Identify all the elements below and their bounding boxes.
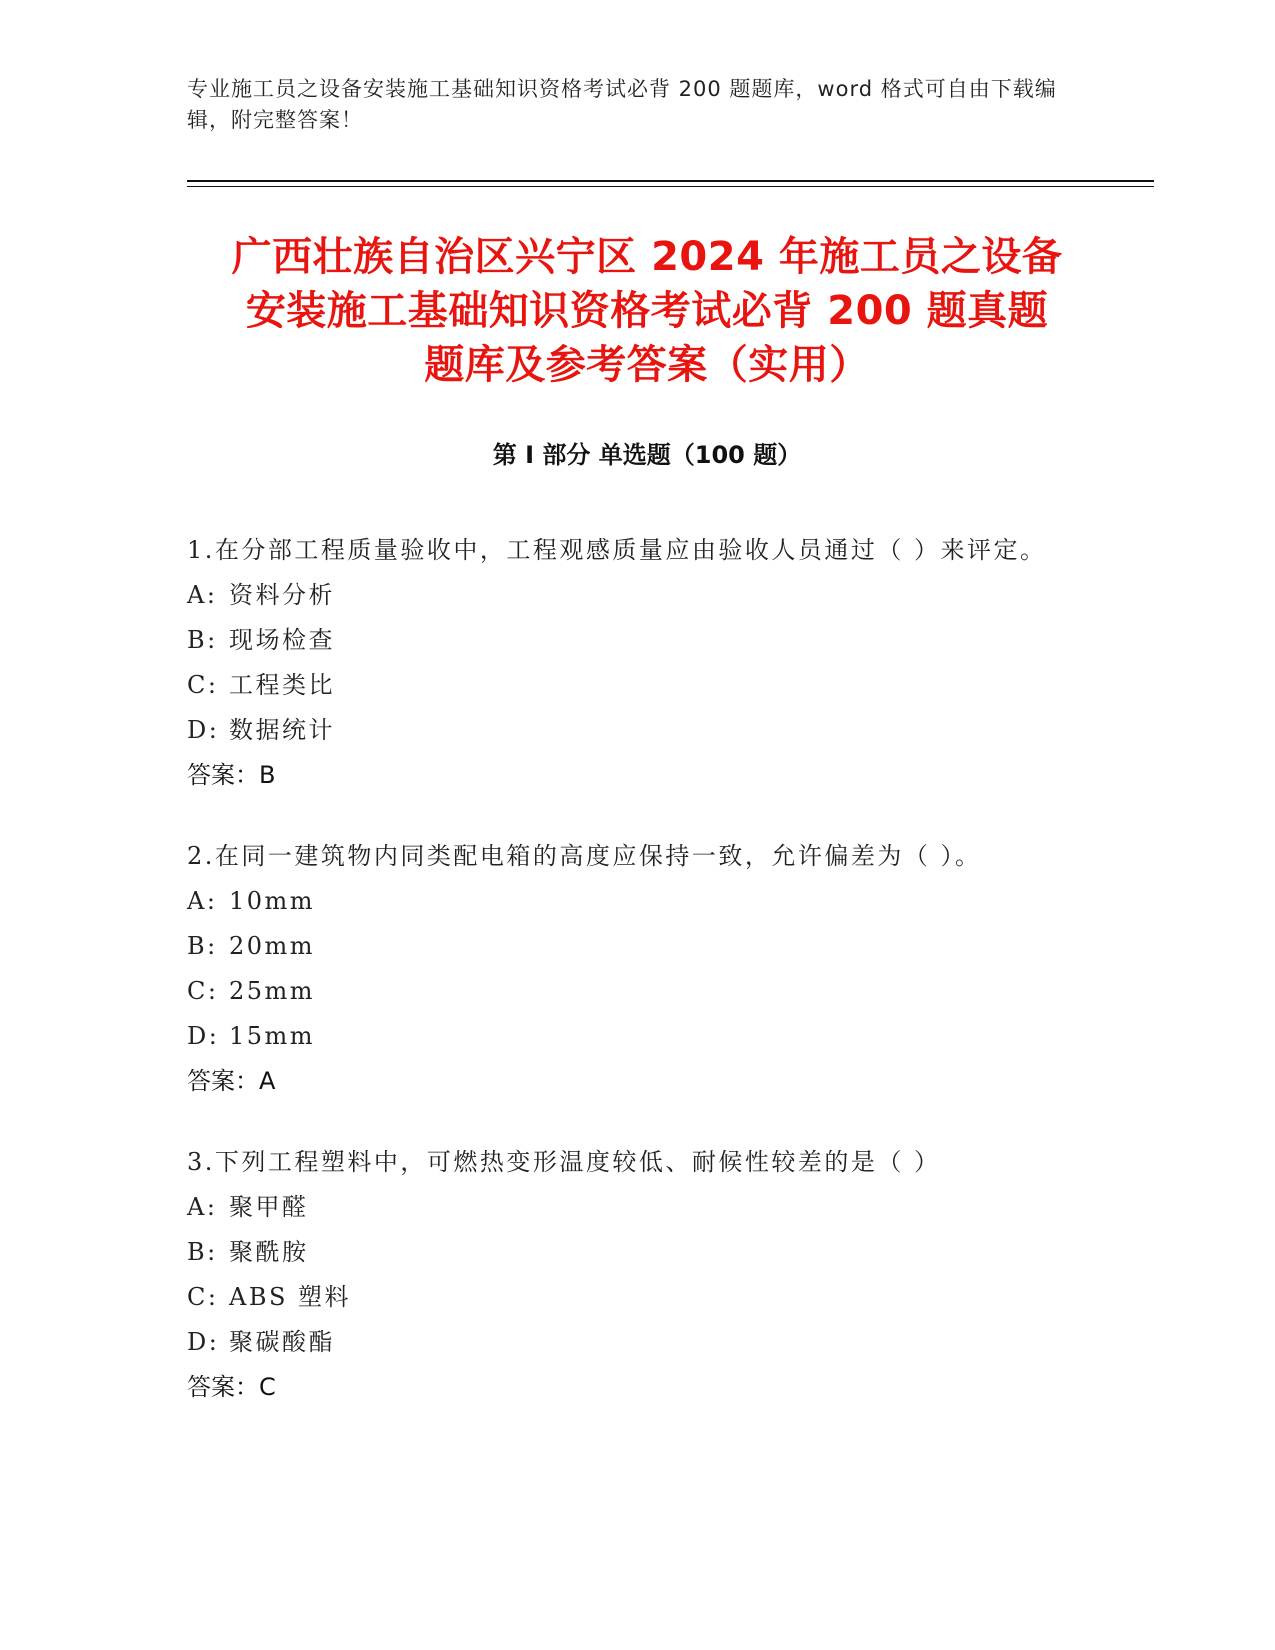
question-stem: 1.在分部工程质量验收中，工程观感质量应由验收人员通过（ ）来评定。 (187, 536, 1047, 564)
question-2 (187, 834, 1087, 1104)
option-text: 15mm (229, 1022, 316, 1050)
option-letter: D: (187, 716, 220, 744)
answer-line: 答案：A (187, 1067, 276, 1095)
question-1 (187, 528, 1087, 798)
option-letter: A: (187, 1193, 218, 1221)
option-text: 10mm (229, 887, 316, 915)
option-text: 25mm (229, 977, 316, 1005)
option-text: 聚碳酸酯 (229, 1328, 335, 1356)
option-c (187, 1275, 1087, 1320)
option-letter: C: (187, 671, 219, 699)
option-c (187, 969, 1087, 1014)
option-letter: C: (187, 1283, 219, 1311)
document-intro: 专业施工员之设备安装施工基础知识资格考试必背 200 题题库，word 格式可自由下载编辑，附完整答案！ (187, 77, 1057, 132)
option-text: 数据统计 (229, 716, 335, 744)
option-d (187, 1014, 1087, 1059)
option-letter: A: (187, 581, 218, 609)
option-text: 聚酰胺 (229, 1238, 309, 1266)
option-d (187, 1320, 1087, 1365)
option-d (187, 708, 1087, 753)
option-letter: B: (187, 1238, 218, 1266)
answer-line: 答案：C (187, 1373, 276, 1401)
document-title (187, 230, 1107, 392)
option-letter: B: (187, 932, 218, 960)
option-c (187, 663, 1087, 708)
option-text: 资料分析 (229, 581, 335, 609)
option-a (187, 879, 1087, 924)
question-stem: 2.在同一建筑物内同类配电箱的高度应保持一致，允许偏差为（ ）。 (187, 842, 982, 870)
option-text: 20mm (229, 932, 316, 960)
header-rule-thin (187, 186, 1154, 187)
option-b (187, 618, 1087, 663)
option-letter: C: (187, 977, 219, 1005)
option-letter: A: (187, 887, 218, 915)
option-text: 现场检查 (229, 626, 335, 654)
option-letter: D: (187, 1328, 220, 1356)
question-list (187, 528, 1087, 1446)
question-stem: 3.下列工程塑料中，可燃热变形温度较低、耐候性较差的是（ ） (187, 1148, 941, 1176)
option-text: ABS 塑料 (229, 1283, 352, 1311)
option-text: 工程类比 (229, 671, 335, 699)
header-rule-thick (187, 180, 1154, 182)
section-heading: 第 I 部分 单选题（100 题） (492, 441, 802, 469)
option-a (187, 573, 1087, 618)
title-line-1: 广西壮族自治区兴宁区 2024 年施工员之设备 (231, 234, 1063, 280)
title-line-3: 题库及参考答案（实用） (424, 342, 870, 388)
title-line-2: 安装施工基础知识资格考试必背 200 题真题 (245, 288, 1049, 334)
option-letter: B: (187, 626, 218, 654)
option-letter: D: (187, 1022, 220, 1050)
option-b (187, 924, 1087, 969)
option-a (187, 1185, 1087, 1230)
option-b (187, 1230, 1087, 1275)
question-3 (187, 1140, 1087, 1410)
option-text: 聚甲醛 (229, 1193, 309, 1221)
answer-line: 答案：B (187, 761, 276, 789)
